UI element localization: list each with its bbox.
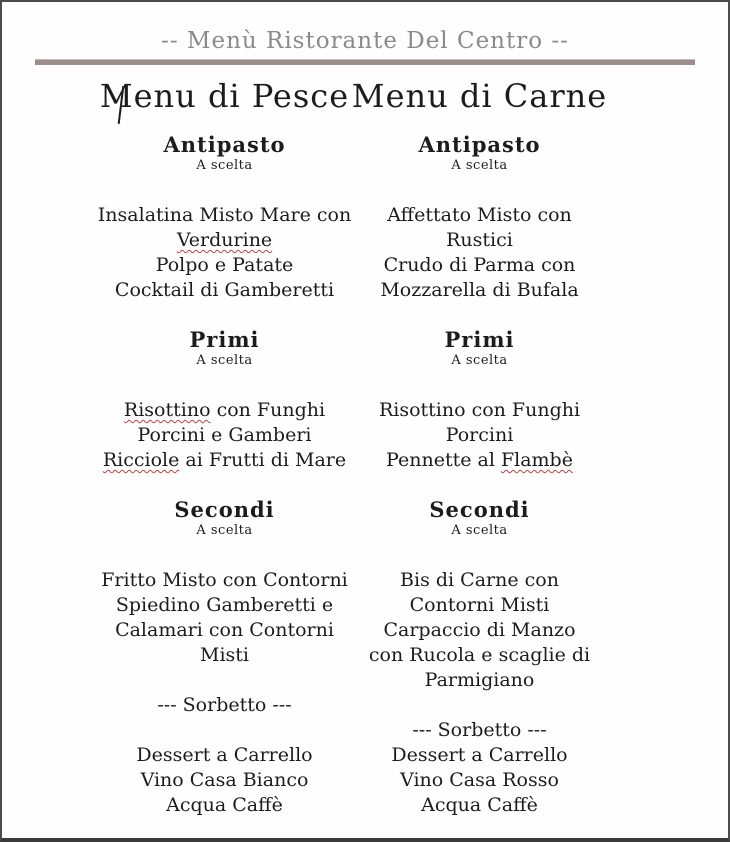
misspelled-word: Ricciole: [102, 449, 180, 471]
menu-text: Contorni Misti: [409, 594, 550, 616]
menu-text: Rustici: [446, 229, 513, 251]
section-subheading: A scelta: [196, 158, 253, 173]
section-heading: Primi: [444, 327, 515, 352]
menu-line: [322, 568, 637, 593]
blank-line: [322, 693, 637, 718]
menu-text: Parmigiano: [424, 669, 535, 691]
column-title: Menu di Carne: [351, 77, 608, 115]
menu-text: Bis di Carne con: [400, 569, 559, 591]
menu-text: con Rucola e scaglie di: [368, 644, 591, 666]
misspelled-word: Risottino: [123, 399, 211, 421]
section-subheading: A scelta: [196, 353, 253, 368]
menu-text: Spiedino Gamberetti e: [115, 594, 334, 616]
document-title: -- Menù Ristorante Del Centro --: [161, 28, 569, 54]
menu-text: Cocktail di Gamberetti: [114, 279, 335, 301]
menu-column-carne: [322, 77, 637, 842]
section-subheading: A scelta: [451, 158, 508, 173]
section-items: [322, 398, 637, 473]
menu-line: [322, 643, 637, 668]
menu-line: [322, 718, 637, 743]
section-heading: Primi: [189, 327, 260, 352]
section-subheading: A scelta: [196, 523, 253, 538]
menu-text: Dessert a Carrello: [136, 744, 313, 766]
menu-text: Calamari con Contorni: [115, 619, 334, 641]
menu-text: ai Frutti di Mare: [179, 449, 347, 471]
menu-text: Vino Casa Bianco: [140, 769, 309, 791]
section-items: [322, 568, 637, 818]
menu-line: [322, 793, 637, 818]
menu-line: [322, 668, 637, 693]
menu-text: Affettato Misto con: [387, 204, 572, 226]
section-heading: Secondi: [429, 497, 530, 522]
menu-text: Misti: [200, 644, 249, 666]
menu-text: Porcini e Gamberi: [137, 424, 312, 446]
misspelled-word: Verdurine: [176, 229, 273, 251]
misspelled-word: Flambè: [500, 449, 573, 471]
menu-text: Porcini: [445, 424, 514, 446]
menu-line: [322, 203, 637, 228]
menu-text: Pennette al: [386, 449, 501, 471]
section-items: [322, 203, 637, 303]
menu-line: [322, 768, 637, 793]
menu-text: Carpaccio di Manzo: [383, 619, 576, 641]
menu-text: Dessert a Carrello: [391, 744, 568, 766]
menu-text: Acqua Caffè: [166, 794, 283, 816]
menu-text: Mozzarella di Bufala: [380, 279, 579, 301]
menu-line: [322, 398, 637, 423]
header-rule: [35, 59, 695, 65]
menu-line: [322, 743, 637, 768]
menu-line: [322, 253, 637, 278]
menu-text: --- Sorbetto ---: [412, 719, 547, 741]
menu-line: [322, 618, 637, 643]
section-heading: Secondi: [174, 497, 275, 522]
section-subheading: A scelta: [451, 523, 508, 538]
section-subheading: A scelta: [451, 353, 508, 368]
menu-line: [322, 448, 637, 473]
menu-text: Acqua Caffè: [421, 794, 538, 816]
menu-line: [322, 228, 637, 253]
menu-text: Vino Casa Rosso: [400, 769, 559, 791]
menu-line: [322, 278, 637, 303]
menu-text: Polpo e Patate: [155, 254, 294, 276]
menu-line: [322, 423, 637, 448]
menu-line: [322, 593, 637, 618]
menu-text: Risottino con Funghi: [378, 399, 581, 421]
menu-text: Insalatina Misto Mare con: [97, 204, 352, 226]
menu-text: Crudo di Parma con: [383, 254, 576, 276]
section-heading: Antipasto: [418, 132, 541, 157]
column-title: Menu di Pesce: [99, 77, 350, 115]
menu-text: Fritto Misto con Contorni: [101, 569, 348, 591]
menu-text: --- Sorbetto ---: [157, 694, 292, 716]
section-heading: Antipasto: [163, 132, 286, 157]
menu-text: con Funghi: [210, 399, 326, 421]
